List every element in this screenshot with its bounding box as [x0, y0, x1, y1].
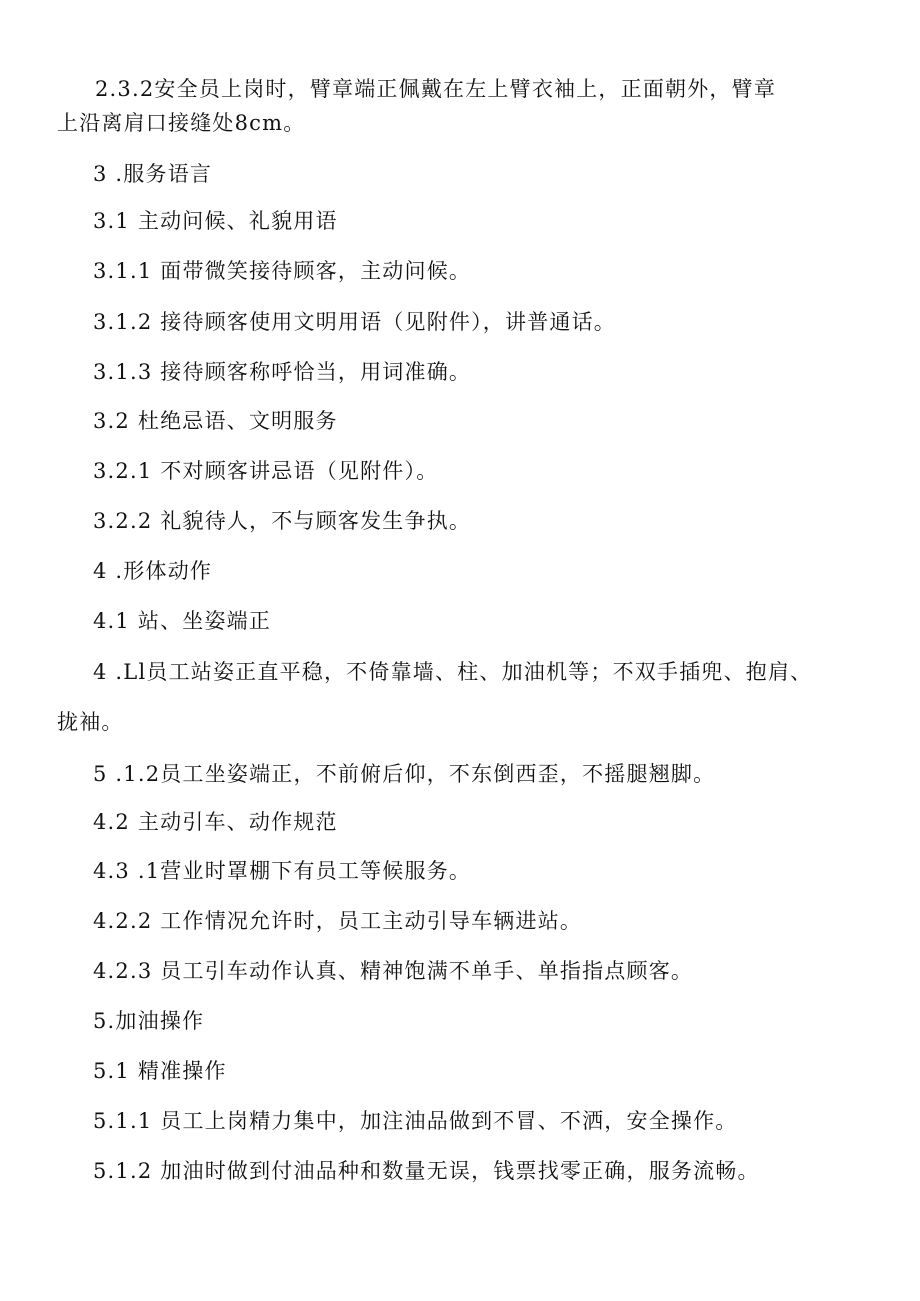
paragraph-5-1-2: 5.1.2 加油时做到付油品种和数量无误，钱票找零正确，服务流畅。: [93, 1159, 760, 1183]
paragraph-3-1-3: 3.1.3 接待顾客称呼恰当，用词准确。: [93, 360, 472, 384]
subsection-heading-3-2: 3.2 杜绝忌语、文明服务: [93, 409, 338, 433]
paragraph-4-2-2: 4.2.2 工作情况允许时，员工主动引导车辆进站。: [93, 909, 583, 933]
paragraph-4-1-1: 4 .Ll员工站姿正直平稳，不倚靠墙、柱、加油机等；不双手插兜、抱肩、: [93, 660, 813, 684]
subsection-heading-4-2: 4.2 主动引车、动作规范: [93, 810, 338, 834]
paragraph-3-2-2: 3.2.2 礼貌待人，不与顾客发生争执。: [93, 509, 472, 533]
paragraph-4-1-2: 5 .1.2员工坐姿端正，不前俯后仰，不东倒西歪，不摇腿翘脚。: [93, 762, 716, 786]
section-heading-5: 5.加油操作: [93, 1009, 205, 1033]
paragraph-3-1-1: 3.1.1 面带微笑接待顾客，主动问候。: [93, 259, 472, 283]
subsection-heading-3-1: 3.1 主动问候、礼貌用语: [93, 209, 338, 233]
paragraph-2-3-2: 2.3.2安全员上岗时，臂章端正佩戴在左上臂衣袖上，正面朝外，臂章: [95, 77, 777, 101]
paragraph-2-3-2-continuation: 上沿离肩口接缝处8cm。: [57, 111, 306, 135]
paragraph-5-1-1: 5.1.1 员工上岗精力集中，加注油品做到不冒、不洒，安全操作。: [93, 1109, 738, 1133]
subsection-heading-4-1: 4.1 站、坐姿端正: [93, 609, 272, 633]
section-heading-4: 4 .形体动作: [93, 559, 213, 583]
section-heading-3: 3 .服务语言: [93, 162, 213, 186]
paragraph-3-1-2: 3.1.2 接待顾客使用文明用语（见附件），讲普通话。: [93, 310, 617, 334]
subsection-heading-5-1: 5.1 精准操作: [93, 1059, 227, 1083]
paragraph-3-2-1: 3.2.1 不对顾客讲忌语（见附件）。: [93, 459, 439, 483]
paragraph-4-2-3: 4.2.3 员工引车动作认真、精神饱满不单手、单指指点顾客。: [93, 959, 694, 983]
paragraph-4-1-1-continuation: 拢袖。: [57, 710, 124, 734]
paragraph-4-2-1: 4.3 .1营业时罩棚下有员工等候服务。: [93, 859, 472, 883]
